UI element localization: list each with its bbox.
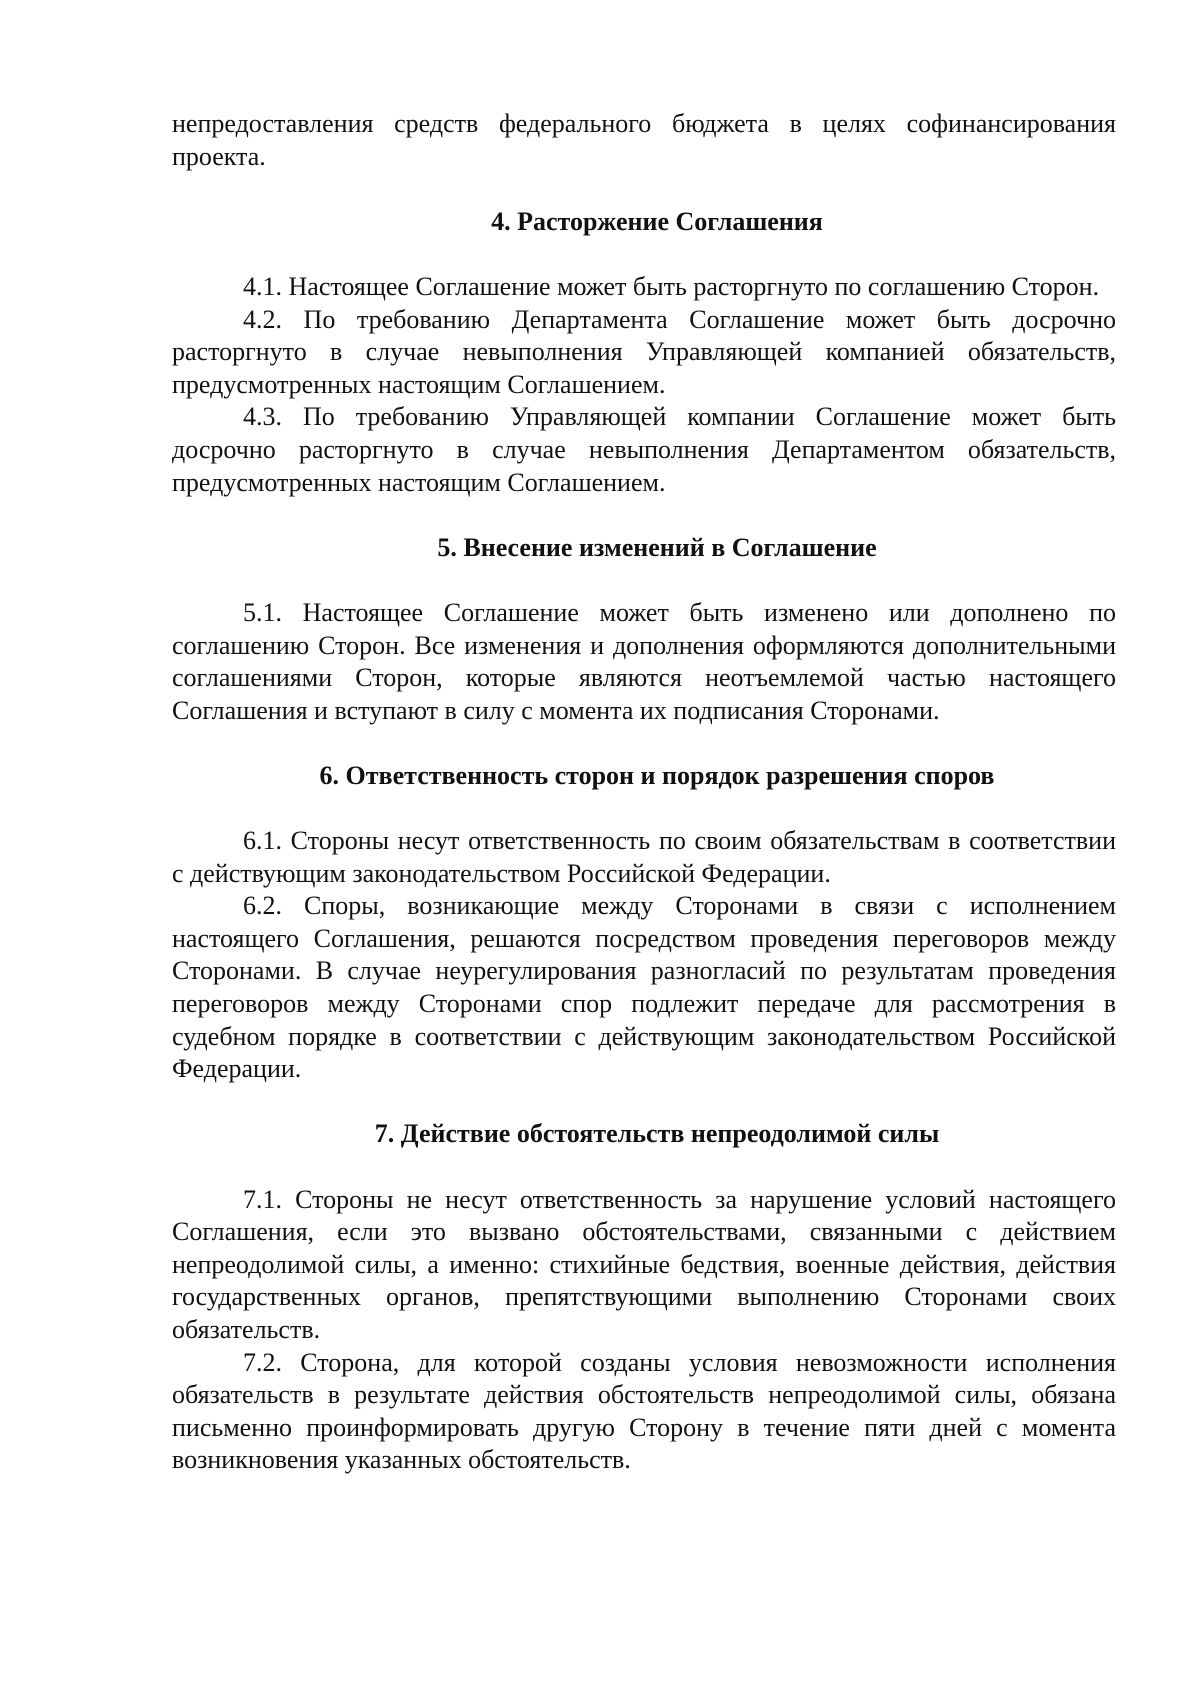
clause-4-2: 4.2. По требованию Департамента Соглашение может быть досрочно расторгнуто в случае невыполнения Управляющей компанией обязательств, предусмотренных настоящим Соглашением. — [172, 304, 1116, 399]
clause-7-2: 7.2. Сторона, для которой созданы условия невозможности исполнения обязательств в результате действия обстоятельств непреодолимой силы, обязана письменно проинформировать другую Сторону в течение пяти дней с момента возникновения указанных обстоятельств. — [172, 1347, 1116, 1475]
clause-7-1: 7.1. Стороны не несут ответственность за нарушение условий настоящего Соглашения, если это вызвано обстоятельствами, связанными с действием непреодолимой силы, а именно: стихийные бедствия, военные действия, действия государственных органов, препятствующими выполнению Сторонами своих обязательств. — [172, 1184, 1116, 1344]
clause-6-2: 6.2. Споры, возникающие между Сторонами в связи с исполнением настоящего Соглашения, решаются посредством проведения переговоров между Сторонами. В случае неурегулирования разногласий по результатам проведения переговоров между Сторонами спор подлежит передаче для рассмотрения в судебном порядке в соответствии с действующим законодательством Российской Федерации. — [172, 891, 1116, 1084]
section-force-majeure — [172, 1118, 1116, 1477]
section-termination — [172, 206, 1116, 499]
section-heading: 4. Расторжение Соглашения — [491, 206, 823, 236]
spacer — [172, 727, 1116, 760]
intro-paragraph: непредоставления средств федерального бюджета в целях софинансирования проекта. — [172, 109, 1116, 171]
section-amendments — [172, 532, 1116, 728]
spacer — [172, 238, 1116, 271]
spacer — [172, 173, 1116, 206]
clause-5-1: 5.1. Настоящее Соглашение может быть изменено или дополнено по соглашению Сторон. Все изменения и дополнения оформляются дополнительными соглашениями Сторон, которые являются неотъемлемой частью настоящего Соглашения и вступают в силу с момента их подписания Сторонами. — [172, 597, 1116, 725]
spacer — [172, 1086, 1116, 1119]
section-heading: 7. Действие обстоятельств непреодолимой силы — [374, 1119, 940, 1149]
section-liability — [172, 760, 1116, 1086]
clause-4-3: 4.3. По требованию Управляющей компании Соглашение может быть досрочно расторгнуто в случае невыполнения Департаментом обязательств, предусмотренных настоящим Соглашением. — [172, 402, 1116, 497]
spacer — [172, 564, 1116, 597]
section-heading: 5. Внесение изменений в Соглашение — [437, 532, 877, 562]
spacer — [172, 1151, 1116, 1184]
clause-6-1: 6.1. Стороны несут ответственность по своим обязательствам в соответствии с действующим законодательством Российской Федерации. — [172, 826, 1116, 888]
spacer — [172, 499, 1116, 532]
section-heading: 6. Ответственность сторон и порядок разрешения споров — [319, 760, 995, 790]
spacer — [172, 792, 1116, 825]
document-page — [172, 108, 1116, 1477]
clause-4-1: 4.1. Настоящее Соглашение может быть расторгнуто по соглашению Сторон. — [243, 271, 1100, 301]
